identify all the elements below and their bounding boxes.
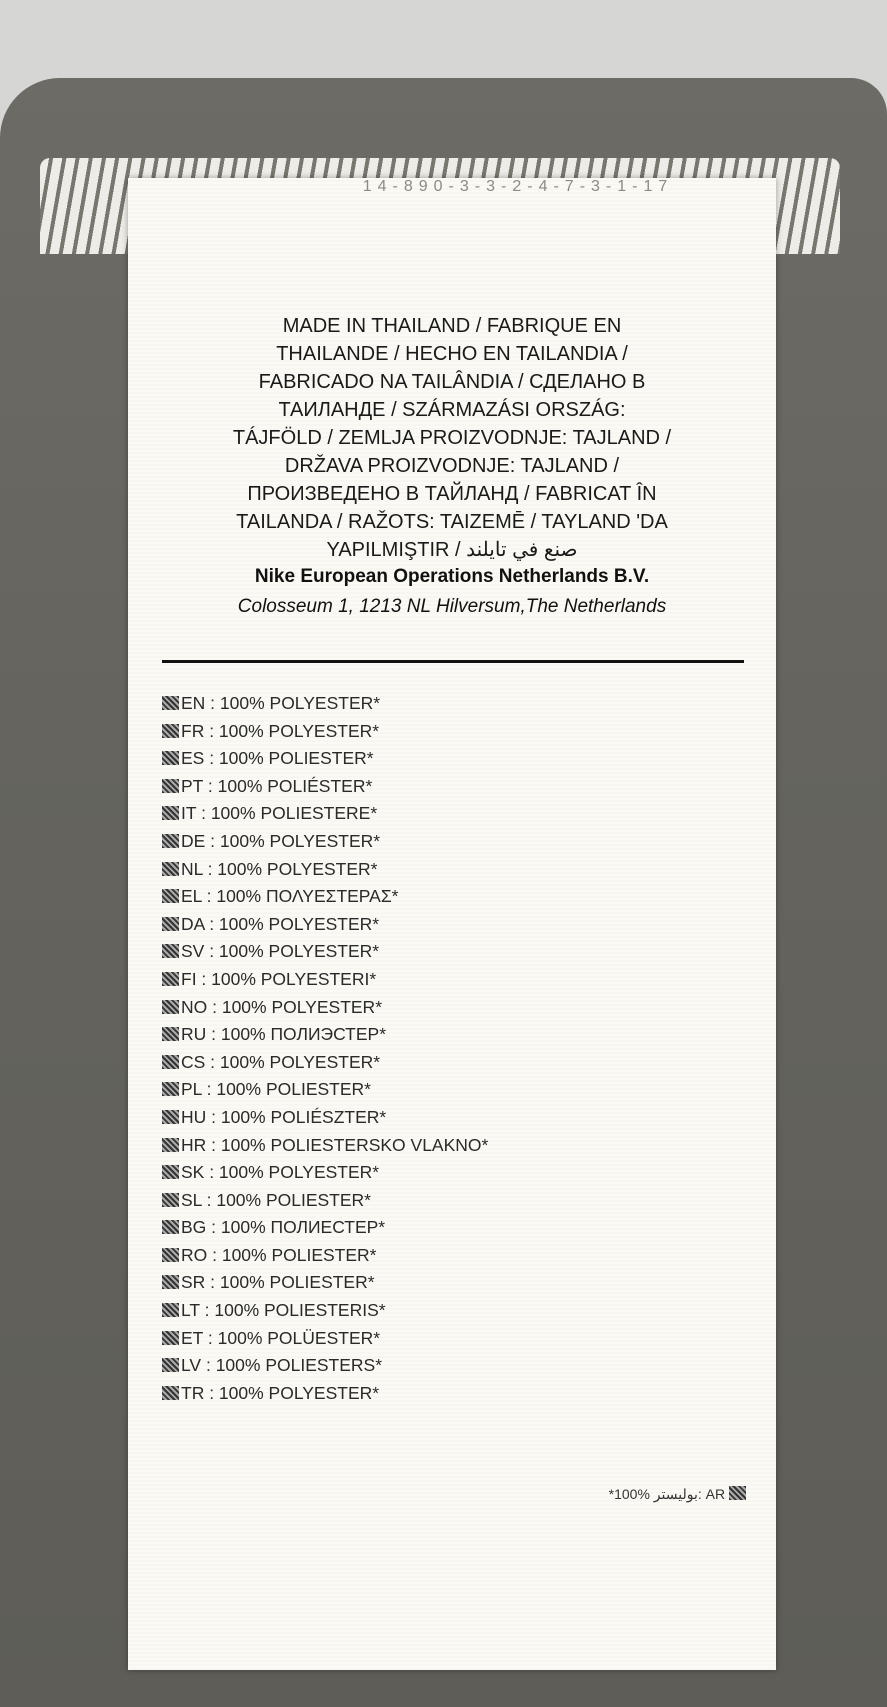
origin-line: FABRICADO NA TAILÂNDIA / СДЕЛАНО В <box>258 371 646 393</box>
language-marker-icon <box>162 1027 179 1041</box>
fiber-line: ET : 100% POLÜESTER* <box>162 1325 488 1353</box>
language-marker-icon <box>162 972 179 986</box>
fiber-line: CS : 100% POLYESTER* <box>162 1049 488 1077</box>
fiber-line: SR : 100% POLIESTER* <box>162 1269 488 1297</box>
fiber-line: SV : 100% POLYESTER* <box>162 938 488 966</box>
fiber-line: LV : 100% POLIESTERS* <box>162 1352 488 1380</box>
label-code: 14-890-3-3-2-4-7-3-1-17 <box>362 178 674 195</box>
fiber-line: SL : 100% POLIESTER* <box>162 1187 488 1215</box>
fiber-line: SK : 100% POLYESTER* <box>162 1159 488 1187</box>
divider-line <box>162 660 744 663</box>
origin-line: YAPILMIŞTIR / صنع في تايلند <box>326 539 578 561</box>
fiber-line: EN : 100% POLYESTER* <box>162 690 488 718</box>
fiber-line: TR : 100% POLYESTER* <box>162 1380 488 1408</box>
language-marker-icon <box>162 1000 179 1014</box>
company-name: Nike European Operations Netherlands B.V. <box>254 566 650 587</box>
origin-line: THAILANDE / HECHO EN TAILANDIA / <box>276 343 628 365</box>
fiber-line: HU : 100% POLIÉSZTER* <box>162 1104 488 1132</box>
language-marker-icon <box>162 862 179 876</box>
language-marker-icon <box>162 1193 179 1207</box>
language-marker-icon <box>162 1248 179 1262</box>
language-marker-icon <box>162 1082 179 1096</box>
language-marker-icon <box>162 1331 179 1345</box>
fiber-line: HR : 100% POLIESTERSKO VLAKNO* <box>162 1132 488 1160</box>
language-marker-icon <box>162 917 179 931</box>
origin-line: MADE IN THAILAND / FABRIQUE EN <box>282 315 622 337</box>
language-marker-icon <box>162 696 179 710</box>
fiber-line: BG : 100% ПОЛИЕСТЕР* <box>162 1214 488 1242</box>
language-marker-icon <box>162 1110 179 1124</box>
fiber-content-list <box>162 690 488 1407</box>
company-address: Colosseum 1, 1213 NL Hilversum,The Netherlands <box>237 596 667 617</box>
arabic-fiber-line: *بوليستر %100: AR <box>508 1486 748 1503</box>
language-marker-icon <box>162 1275 179 1289</box>
language-marker-icon <box>162 751 179 765</box>
language-marker-icon <box>162 1303 179 1317</box>
language-marker-icon <box>162 1055 179 1069</box>
fiber-line: FR : 100% POLYESTER* <box>162 718 488 746</box>
language-marker-icon <box>162 779 179 793</box>
fiber-line: NO : 100% POLYESTER* <box>162 994 488 1022</box>
fiber-line: ES : 100% POLIESTER* <box>162 745 488 773</box>
language-marker-icon <box>162 944 179 958</box>
fiber-line: PL : 100% POLIESTER* <box>162 1076 488 1104</box>
fiber-line: EL : 100% ΠΟΛΥΕΣΤΕΡΑΣ* <box>162 883 488 911</box>
language-marker-icon <box>162 806 179 820</box>
origin-statement <box>128 312 776 564</box>
language-marker-icon <box>729 1486 746 1500</box>
language-marker-icon <box>162 834 179 848</box>
origin-line: DRŽAVA PROIZVODNJE: TAJLAND / <box>284 455 620 477</box>
fiber-line: DA : 100% POLYESTER* <box>162 911 488 939</box>
fiber-line: DE : 100% POLYESTER* <box>162 828 488 856</box>
care-label <box>128 178 776 1670</box>
language-marker-icon <box>162 1358 179 1372</box>
fiber-line: LT : 100% POLIESTERIS* <box>162 1297 488 1325</box>
fiber-line: RO : 100% POLIESTER* <box>162 1242 488 1270</box>
language-marker-icon <box>162 1165 179 1179</box>
origin-line: TÁJFÖLD / ZEMLJA PROIZVODNJE: TAJLAND / <box>232 427 672 449</box>
language-marker-icon <box>162 1386 179 1400</box>
origin-line: ТАИЛАНДЕ / SZÁRMAZÁSI ORSZÁG: <box>278 399 626 421</box>
language-marker-icon <box>162 724 179 738</box>
language-marker-icon <box>162 1220 179 1234</box>
fiber-line: NL : 100% POLYESTER* <box>162 856 488 884</box>
language-marker-icon <box>162 1138 179 1152</box>
fiber-line: IT : 100% POLIESTERE* <box>162 800 488 828</box>
fiber-line: FI : 100% POLYESTERI* <box>162 966 488 994</box>
fiber-line: PT : 100% POLIÉSTER* <box>162 773 488 801</box>
language-marker-icon <box>162 889 179 903</box>
fiber-line: RU : 100% ПОЛИЭСТЕР* <box>162 1021 488 1049</box>
origin-line: TAILANDA / RAŽOTS: TAIZEMĒ / TAYLAND 'DA <box>236 511 668 533</box>
origin-line: ПРОИЗВЕДЕНО В ТАЙЛАНД / FABRICAT ÎN <box>247 483 657 505</box>
